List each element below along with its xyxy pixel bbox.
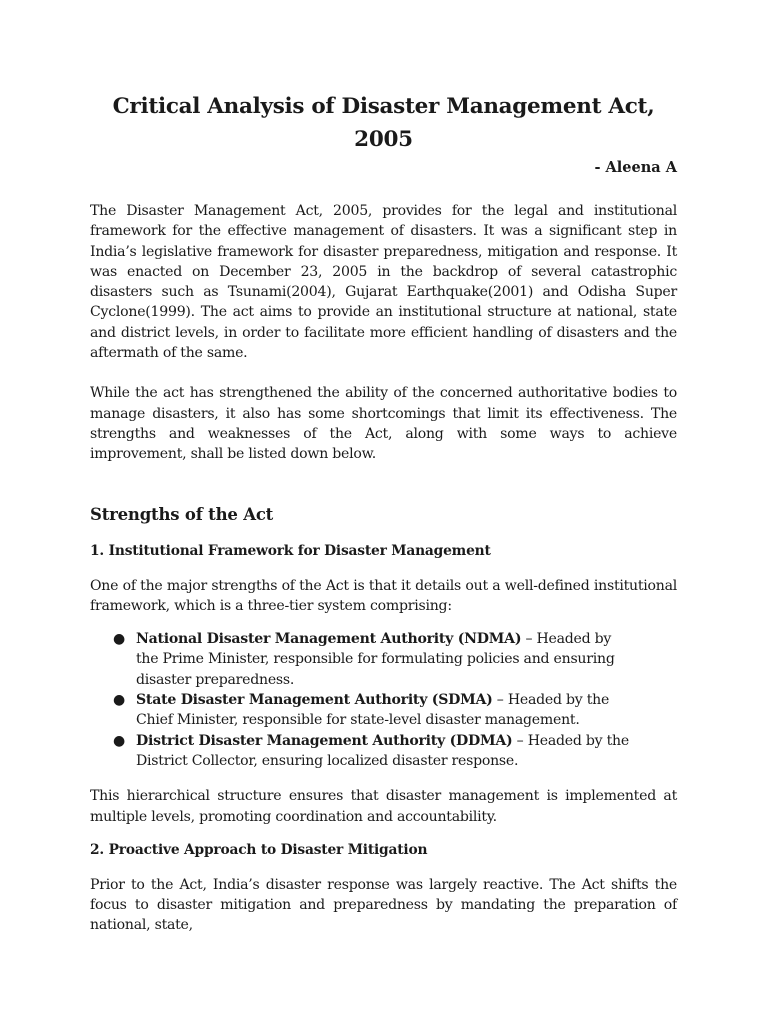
tier-name: State Disaster Management Authority (SDMA): [136, 692, 493, 709]
second-paragraph: While the act has strengthened the ability of the concerned authoritative bodies to manage disasters, it also has some shortcomings that limit its effectiveness. The strengths and weaknesses of the Act, along with some ways to achieve improvement, shall be listed down below.: [90, 385, 677, 463]
tier-list: [90, 629, 635, 771]
strengths-heading: Strengths of the Act: [90, 504, 274, 524]
bullet-icon: ●: [113, 732, 125, 749]
document-title: Critical Analysis of Disaster Management Act, 2005: [112, 94, 655, 152]
tier-name: National Disaster Management Authority (NDMA): [136, 631, 522, 648]
bullet-icon: ●: [113, 631, 125, 648]
intro-paragraph: The Disaster Management Act, 2005, provides for the legal and institutional framework for the effective management of disasters. It was a significant step in India’s legislative framework for disaster preparedness, mitigation and response. It was enacted on December 23, 2005 in the backdrop of several catastrophic disasters such as Tsunami(2004), Gujarat Earthquake(2001) and Odisha Super Cyclone(1999). The act aims to provide an institutional structure at national, state and district levels, in order to facilitate more efficient handling of disasters and the aftermath of the same.: [90, 203, 677, 362]
section1-heading: 1. Institutional Framework for Disaster Management: [90, 542, 491, 559]
document-page: [90, 90, 677, 936]
tier-description: – Headed by the Chief Minister, responsible for state-level disaster management.: [136, 692, 610, 729]
tier-name: District Disaster Management Authority (DDMA): [136, 732, 513, 749]
list-item: [90, 690, 635, 731]
tier-description: – Headed by the Prime Minister, responsible for formulating policies and ensuring disaster preparedness.: [136, 631, 615, 688]
bullet-icon: ●: [113, 692, 125, 709]
hierarchy-paragraph: This hierarchical structure ensures that disaster management is implemented at multiple levels, promoting coordination and accountability.: [90, 788, 677, 825]
tier-description: – Headed by the District Collector, ensuring localized disaster response.: [136, 732, 629, 769]
list-item: [90, 629, 635, 690]
section2-paragraph: Prior to the Act, India’s disaster response was largely reactive. The Act shifts the focus to disaster mitigation and preparedness by mandating the preparation of national, state,: [90, 876, 677, 934]
section2-heading: 2. Proactive Approach to Disaster Mitigation: [90, 841, 428, 858]
section1-paragraph: One of the major strengths of the Act is that it details out a well-defined institutional framework, which is a three-tier system comprising:: [90, 577, 677, 614]
author-line: - Aleena A: [594, 159, 677, 176]
list-item: [90, 731, 635, 772]
